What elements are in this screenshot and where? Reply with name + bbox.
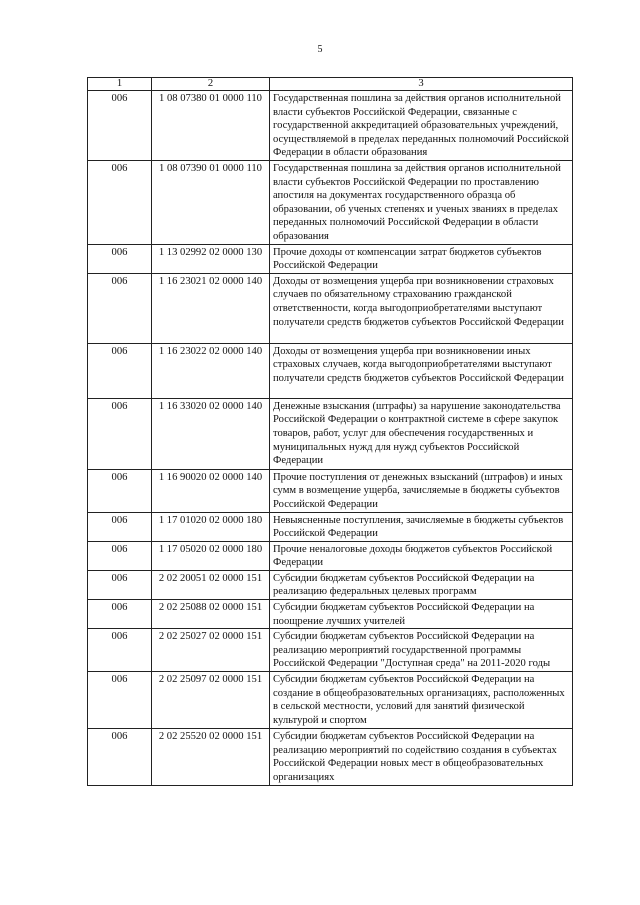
table-row <box>88 570 573 599</box>
admin-code: 006 <box>88 512 152 541</box>
table-row <box>88 273 573 343</box>
table-row <box>88 398 573 469</box>
budget-classification-code: 2 02 20051 02 0000 151 <box>152 570 270 599</box>
table-row <box>88 512 573 541</box>
revenue-name: Субсидии бюджетам субъектов Российской Федерации на реализацию мероприятий государственной программы Российской Федерации "Доступная среда" на 2011-2020 годы <box>270 629 573 672</box>
admin-code: 006 <box>88 729 152 785</box>
budget-classification-code: 1 13 02992 02 0000 130 <box>152 244 270 273</box>
column-header-1: 1 <box>88 78 152 91</box>
admin-code: 006 <box>88 629 152 672</box>
admin-code: 006 <box>88 600 152 629</box>
budget-classification-code: 2 02 25027 02 0000 151 <box>152 629 270 672</box>
admin-code: 006 <box>88 244 152 273</box>
revenue-name: Субсидии бюджетам субъектов Российской Федерации на поощрение лучших учителей <box>270 600 573 629</box>
revenue-name: Невыясненные поступления, зачисляемые в бюджеты субъектов Российской Федерации <box>270 512 573 541</box>
revenue-name: Прочие доходы от компенсации затрат бюджетов субъектов Российской Федерации <box>270 244 573 273</box>
revenue-name: Доходы от возмещения ущерба при возникновении иных страховых случаев, когда выгодоприобретателями выступают получатели средств бюджетов субъектов Российской Федерации <box>270 343 573 398</box>
revenue-name: Субсидии бюджетам субъектов Российской Федерации на реализацию федеральных целевых программ <box>270 570 573 599</box>
budget-classification-code: 2 02 25088 02 0000 151 <box>152 600 270 629</box>
budget-classification-code: 1 17 05020 02 0000 180 <box>152 541 270 570</box>
budget-classification-code: 1 16 90020 02 0000 140 <box>152 469 270 512</box>
page-number: 5 <box>317 44 323 55</box>
budget-classification-code: 1 17 01020 02 0000 180 <box>152 512 270 541</box>
table-row <box>88 160 573 244</box>
revenue-name: Доходы от возмещения ущерба при возникновении страховых случаев по обязательному страхованию гражданской ответственности, когда выгодоприобретателями выступают получатели средств бюджетов субъектов Российской Федерации <box>270 273 573 343</box>
budget-classification-code: 1 16 33020 02 0000 140 <box>152 398 270 469</box>
revenue-name: Субсидии бюджетам субъектов Российской Федерации на создание в общеобразовательных организациях, расположенных в сельской местности, условий для занятий физической культурой и спортом <box>270 672 573 729</box>
admin-code: 006 <box>88 570 152 599</box>
budget-classification-code: 1 16 23022 02 0000 140 <box>152 343 270 398</box>
revenue-name: Прочие неналоговые доходы бюджетов субъектов Российской Федерации <box>270 541 573 570</box>
table-row <box>88 343 573 398</box>
column-header-2: 2 <box>152 78 270 91</box>
revenue-name: Прочие поступления от денежных взысканий (штрафов) и иных сумм в возмещение ущерба, зачисляемые в бюджеты субъектов Российской Федерации <box>270 469 573 512</box>
admin-code: 006 <box>88 672 152 729</box>
budget-classification-code: 2 02 25520 02 0000 151 <box>152 729 270 785</box>
table-row <box>88 629 573 672</box>
revenue-name: Государственная пошлина за действия органов исполнительной власти субъектов Российской Федерации, связанные с государственной аккредитацией образовательных учреждений, осуществляемой в пределах переданных полномочий Российской Федерации в области образования <box>270 91 573 161</box>
revenue-name: Субсидии бюджетам субъектов Российской Федерации на реализацию мероприятий по содействию создания в субъектах Российской Федерации новых мест в общеобразовательных организациях <box>270 729 573 785</box>
admin-code: 006 <box>88 343 152 398</box>
budget-classification-code: 1 16 23021 02 0000 140 <box>152 273 270 343</box>
revenue-name: Денежные взыскания (штрафы) за нарушение законодательства Российской Федерации о контрактной системе в сфере закупок товаров, работ, услуг для обеспечения государственных и муниципальных нужд для нужд субъектов Российской Федерации <box>270 398 573 469</box>
admin-code: 006 <box>88 541 152 570</box>
table-row <box>88 469 573 512</box>
table-header-row <box>88 78 573 91</box>
admin-code: 006 <box>88 273 152 343</box>
table-row <box>88 91 573 161</box>
table-row <box>88 244 573 273</box>
admin-code: 006 <box>88 91 152 161</box>
revenue-codes-table <box>87 77 573 786</box>
budget-classification-code: 1 08 07390 01 0000 110 <box>152 160 270 244</box>
admin-code: 006 <box>88 398 152 469</box>
admin-code: 006 <box>88 469 152 512</box>
column-header-3: 3 <box>270 78 573 91</box>
table-row <box>88 672 573 729</box>
table-row <box>88 541 573 570</box>
admin-code: 006 <box>88 160 152 244</box>
revenue-name: Государственная пошлина за действия органов исполнительной власти субъектов Российской Федерации по проставлению апостиля на документах государственного образца об образовании, об ученых степенях и ученых званиях в пределах переданных полномочий Российской Федерации в области образования <box>270 160 573 244</box>
budget-classification-code: 1 08 07380 01 0000 110 <box>152 91 270 161</box>
budget-classification-code: 2 02 25097 02 0000 151 <box>152 672 270 729</box>
table-row <box>88 729 573 785</box>
table-row <box>88 600 573 629</box>
